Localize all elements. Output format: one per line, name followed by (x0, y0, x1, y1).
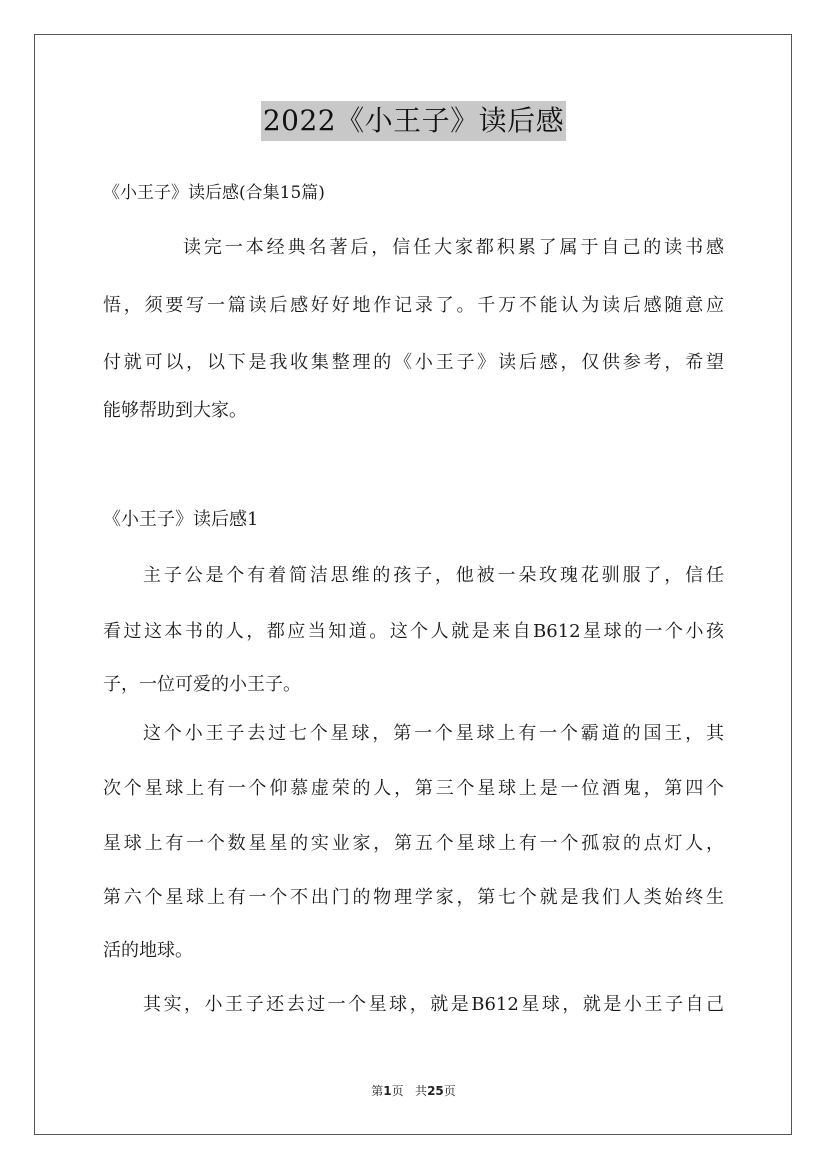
paragraph1-line-1: 主子公是个有着简洁思维的孩子，他被一朵玫瑰花驯服了，信任 (143, 565, 724, 586)
footer-total-pages: 25 (427, 1084, 444, 1098)
intro-line-3: 付就可以，以下是我收集整理的《小王子》读后感，仅供参考，希望 (103, 352, 724, 373)
page-footer (0, 1083, 827, 1099)
paragraph2-line-4: 第六个星球上有一个不出门的物理学家，第七个就是我们人类始终生 (103, 887, 724, 908)
paragraph2-line-5: 活的地球。 (103, 940, 193, 961)
paragraph1-line-2: 看过这本书的人，都应当知道。这个人就是来自B612星球的一个小孩 (103, 621, 724, 642)
paragraph2-line-1: 这个小王子去过七个星球，第一个星球上有一个霸道的国王，其 (143, 723, 724, 744)
intro-line-4: 能够帮助到大家。 (103, 400, 247, 421)
paragraph1-line-3: 子，一位可爱的小王子。 (103, 674, 301, 695)
footer-total-suffix: 页 (443, 1084, 456, 1098)
paragraph2-line-2: 次个星球上有一个仰慕虚荣的人，第三个星球上是一位酒鬼，第四个 (103, 778, 724, 799)
intro-line-1: 读完一本经典名著后，信任大家都积累了属于自己的读书感 (183, 237, 724, 258)
footer-page-number: 1 (383, 1084, 392, 1098)
title-container (0, 101, 827, 141)
paragraph2-line-3: 星球上有一个数星星的实业家，第五个星球上有一个孤寂的点灯人， (103, 833, 724, 854)
intro-line-2: 悟，须要写一篇读后感好好地作记录了。千万不能认为读后感随意应 (103, 295, 724, 316)
section-heading: 《小王子》读后感1 (103, 509, 259, 530)
paragraph3-line-1: 其实，小王子还去过一个星球，就是B612星球，就是小王子自己 (143, 994, 724, 1015)
footer-page-suffix: 页 (391, 1084, 404, 1098)
footer-total-prefix: 共 (415, 1084, 428, 1098)
document-title: 2022《小王子》读后感 (261, 101, 566, 141)
document-subtitle: 《小王子》读后感(合集15篇) (103, 183, 325, 203)
footer-prefix: 第 (371, 1084, 384, 1098)
